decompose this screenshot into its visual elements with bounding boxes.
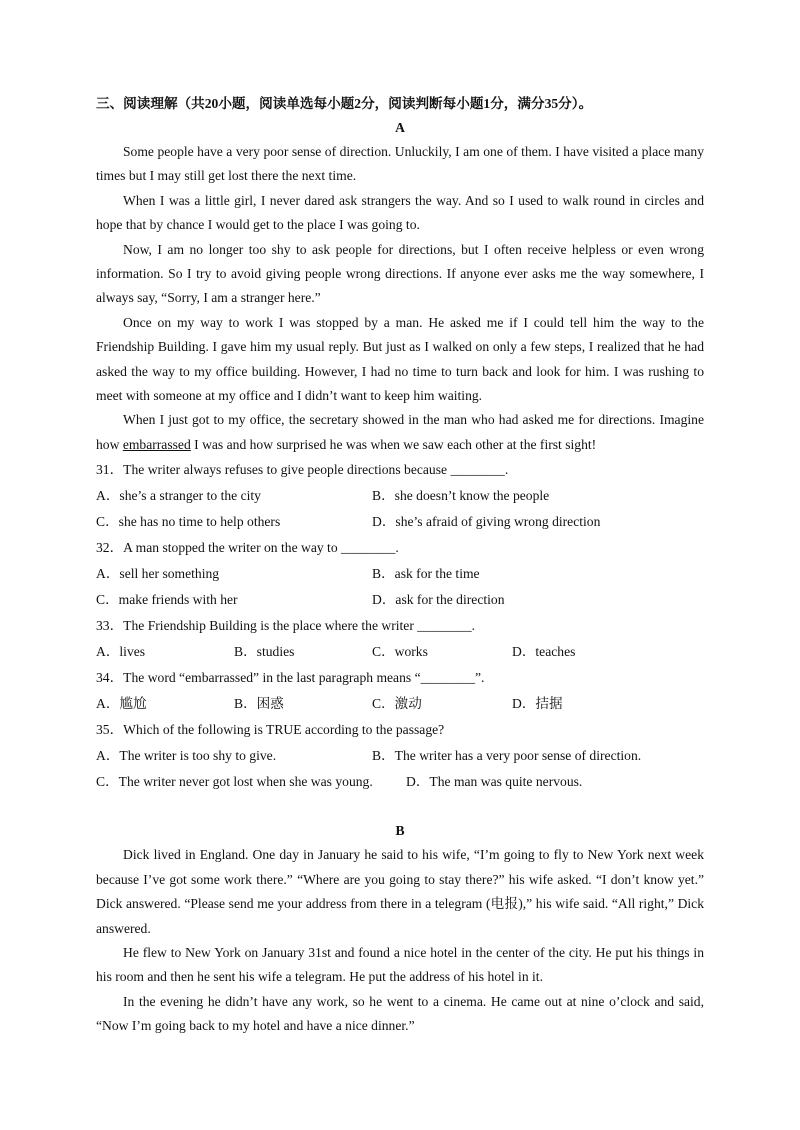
paragraph-5-text-after: I was and how surprised he was when we saw each other at the first sight!	[190, 436, 597, 452]
question-35-options-row-1	[96, 743, 704, 769]
question-32-options-row-2	[96, 587, 704, 613]
passage-b-paragraph-2: He flew to New York on January 31st and found a nice hotel in the center of the city. He put his things in his room and then he sent his wife a telegram. He put the address of his hotel in it.	[96, 944, 704, 985]
question-31-options-row-2	[96, 509, 704, 535]
question-35-option-d[interactable]: D．The man was quite nervous.	[406, 774, 583, 790]
question-31-option-d[interactable]: D．she’s afraid of giving wrong direction	[372, 514, 601, 530]
question-35: 35．Which of the following is TRUE according to the passage?	[96, 722, 445, 738]
question-33-option-d[interactable]: D．teaches	[512, 644, 576, 660]
question-35-option-c[interactable]: C．The writer never got lost when she was young.	[96, 774, 373, 790]
passage-b-title: B	[395, 823, 405, 839]
question-32: 32．A man stopped the writer on the way to ________.	[96, 540, 399, 556]
question-34-option-a[interactable]: A．尴尬	[96, 696, 147, 712]
question-35-option-a[interactable]: A．The writer is too shy to give.	[96, 748, 277, 764]
section-heading: 三、阅读理解（共20小题，阅读单选每小题2分，阅读判断每小题1分，满分35分）。	[96, 96, 593, 111]
passage-a-paragraph-1: Some people have a very poor sense of direction. Unluckily, I am one of them. I have visited a place many times but I may still get lost there the next time.	[96, 144, 704, 184]
question-34-options-row	[96, 691, 704, 717]
question-31: 31．The writer always refuses to give people directions because ________.	[96, 462, 509, 478]
question-32-options-row-1	[96, 561, 704, 587]
question-33-option-c[interactable]: C．works	[372, 644, 428, 660]
passage-b-paragraph-1: Dick lived in England. One day in January he said to his wife, “I’m going to fly to New York next week because I’ve got some work there.” “Where are you going to stay there?” his wife asked. “I don’t know yet.” Dick answered. “Please send me your address from there in a telegram (电报),” his wife said. “All right,” Dick answered.	[96, 847, 704, 936]
underlined-word-embarrassed: embarrassed	[122, 436, 191, 452]
passage-a-paragraph-5	[96, 408, 704, 457]
question-32-option-d[interactable]: D．ask for the direction	[372, 592, 505, 608]
passage-a-paragraph-4: Once on my way to work I was stopped by a man. He asked me if I could tell him the way to the Friendship Building. I gave him my usual reply. But just as I walked on only a few steps, I realized that he had asked the way to my office building. However, I had no time to turn back and look for him. I was rushing to meet with someone at my office and I didn’t want to keep him waiting.	[96, 314, 704, 404]
question-34-option-d[interactable]: D．拮据	[512, 696, 563, 712]
question-34-option-b[interactable]: B．困惑	[234, 696, 284, 712]
question-31-options-row-1	[96, 483, 704, 509]
question-33-option-b[interactable]: B．studies	[234, 644, 295, 660]
paragraph-5-text-before: When I just got to my office, the secretary showed in the man who had asked me for directions. Imagine how	[96, 412, 704, 452]
passage-a-paragraph-2: When I was a little girl, I never dared ask strangers the way. And so I used to walk round in circles and hope that by chance I would get to the place I was going to.	[96, 192, 704, 233]
question-32-option-c[interactable]: C．make friends with her	[96, 592, 238, 608]
passage-b-paragraph-3: In the evening he didn’t have any work, so he went to a cinema. He came out at nine o’clock and said, “Now I’m going back to my hotel and have a nice dinner.”	[96, 993, 704, 1034]
question-34: 34．The word “embarrassed” in the last paragraph means “________”.	[96, 670, 485, 686]
question-35-option-b[interactable]: B．The writer has a very poor sense of direction.	[372, 748, 642, 764]
question-31-option-c[interactable]: C．she has no time to help others	[96, 514, 281, 530]
question-31-option-a[interactable]: A．she’s a stranger to the city	[96, 488, 261, 504]
question-34-option-c[interactable]: C．激动	[372, 696, 422, 712]
passage-a-paragraph-3: Now, I am no longer too shy to ask people for directions, but I often receive helpless or even wrong information. So I try to avoid giving people wrong directions. If anyone ever asks me the way somewhere, I always say, “Sorry, I am a stranger here.”	[96, 241, 704, 306]
question-35-options-row-2	[96, 769, 704, 795]
section-gap	[96, 795, 704, 819]
exam-page	[96, 92, 704, 1039]
passage-a-title: A	[395, 120, 405, 135]
question-33-options-row	[96, 639, 704, 665]
question-33-option-a[interactable]: A．lives	[96, 644, 146, 660]
question-32-option-a[interactable]: A．sell her something	[96, 566, 220, 582]
question-32-option-b[interactable]: B．ask for the time	[372, 566, 480, 582]
question-31-option-b[interactable]: B．she doesn’t know the people	[372, 488, 550, 504]
question-33: 33．The Friendship Building is the place where the writer ________.	[96, 618, 476, 634]
